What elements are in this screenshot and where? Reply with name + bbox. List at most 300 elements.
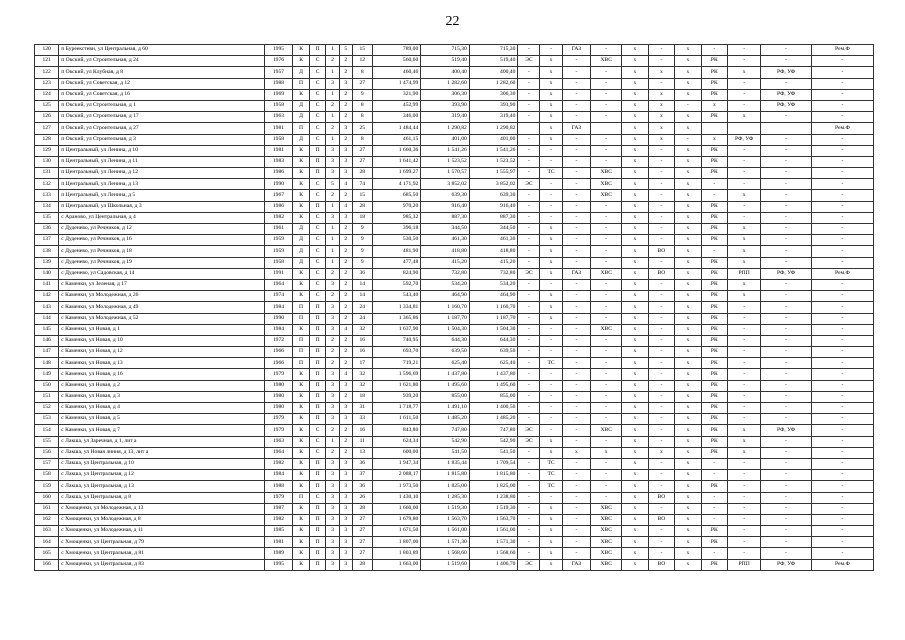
table-cell: 1 803,89 <box>372 548 421 559</box>
table-cell: х <box>648 67 674 78</box>
table-cell: 2 <box>339 235 352 246</box>
table-cell: - <box>518 548 540 559</box>
table-cell: х <box>622 302 648 313</box>
table-cell: С <box>309 134 326 145</box>
table-cell: С <box>309 67 326 78</box>
table-cell: - <box>518 112 540 123</box>
table-cell: х <box>622 235 648 246</box>
table-cell: - <box>562 503 591 514</box>
table-cell: 393,90 <box>421 100 470 111</box>
table-cell: - <box>591 67 622 78</box>
table-cell: 1984 <box>264 324 293 335</box>
row-number-cell: 154 <box>35 425 59 436</box>
table-cell: 3 <box>326 414 339 425</box>
table-cell: 1 430,10 <box>372 492 421 503</box>
table-cell: - <box>648 503 674 514</box>
table-cell: 1 825,00 <box>421 481 470 492</box>
table-cell: 542,90 <box>469 436 518 447</box>
table-row <box>35 201 874 212</box>
table-cell: - <box>562 212 591 223</box>
table-row <box>35 335 874 346</box>
address-cell: п Центральный, ул Ленина, д 5 <box>59 190 264 201</box>
row-number-cell: 126 <box>35 112 59 123</box>
table-cell: 1989 <box>264 548 293 559</box>
table-cell: 27 <box>352 145 372 156</box>
table-cell: - <box>761 112 812 123</box>
table-cell: х <box>728 190 761 201</box>
address-cell: с Каменки, ул Зеленая, д 17 <box>59 279 264 290</box>
table-cell: х <box>622 156 648 167</box>
table-cell: 3 <box>326 514 339 525</box>
table-cell: - <box>518 391 540 402</box>
table-cell: - <box>562 291 591 302</box>
table-cell: 644,30 <box>421 335 470 346</box>
table-cell: 1 290,82 <box>421 123 470 134</box>
table-cell: К <box>293 56 310 67</box>
table-cell: х <box>675 403 701 414</box>
table-cell: х <box>622 279 648 290</box>
table-cell: 1 637,90 <box>372 324 421 335</box>
table-cell: 985,32 <box>372 212 421 223</box>
table-cell: - <box>648 380 674 391</box>
table-cell: П <box>309 380 326 391</box>
table-cell: 9 <box>352 235 372 246</box>
table-cell: - <box>562 190 591 201</box>
row-number-cell: 158 <box>35 470 59 481</box>
table-cell: 74 <box>352 179 372 190</box>
table-cell: 400,40 <box>469 67 518 78</box>
table-cell: 15 <box>352 45 372 56</box>
table-cell: К <box>293 145 310 156</box>
address-cell: с Лакша, ул Центральная, д 10 <box>59 458 264 469</box>
table-cell: 560,60 <box>372 56 421 67</box>
table-cell: - <box>648 179 674 190</box>
table-cell: РФ, УФ <box>761 100 812 111</box>
table-cell: 3 <box>339 145 352 156</box>
table-cell: - <box>728 78 761 89</box>
table-cell: - <box>562 145 591 156</box>
table-cell: ГАЗ <box>562 268 591 279</box>
table-cell: 2 <box>326 56 339 67</box>
table-cell: 1972 <box>264 335 293 346</box>
table-cell: 4 <box>339 179 352 190</box>
table-cell: 1991 <box>264 268 293 279</box>
table-cell: 2 <box>326 358 339 369</box>
table-cell: К <box>293 503 310 514</box>
table-cell: 16 <box>352 335 372 346</box>
table-cell: 625,40 <box>421 358 470 369</box>
address-cell: с Каменки, ул Новая, д 16 <box>59 369 264 380</box>
address-cell: с Каменки, ул Новая, д 10 <box>59 335 264 346</box>
table-cell: 2 <box>326 335 339 346</box>
table-cell: 2 <box>339 279 352 290</box>
table-cell: - <box>518 414 540 425</box>
table-cell: - <box>591 492 622 503</box>
table-row <box>35 458 874 469</box>
row-number-cell: 156 <box>35 447 59 458</box>
table-cell: 27 <box>352 526 372 537</box>
table-cell: х <box>675 425 701 436</box>
table-cell: 1 568,60 <box>469 548 518 559</box>
table-cell: х <box>622 123 648 134</box>
table-cell: х <box>675 224 701 235</box>
table-cell: 3 <box>326 369 339 380</box>
table-cell: Д <box>293 112 310 123</box>
table-cell: х <box>622 559 648 570</box>
table-cell: - <box>728 481 761 492</box>
table-cell: - <box>518 45 540 56</box>
table-cell: 5 <box>339 45 352 56</box>
table-cell: - <box>562 358 591 369</box>
table-cell: - <box>811 100 873 111</box>
table-cell: - <box>761 291 812 302</box>
row-number-cell: 135 <box>35 212 59 223</box>
table-cell: 1 571,30 <box>421 537 470 548</box>
table-cell: - <box>562 112 591 123</box>
table-cell: - <box>518 335 540 346</box>
row-number-cell: 143 <box>35 302 59 313</box>
table-cell: - <box>761 224 812 235</box>
table-cell: х <box>622 134 648 145</box>
address-cell: с Хмощенки, ул Центральная, д 81 <box>59 548 264 559</box>
table-row <box>35 358 874 369</box>
table-cell: 1 596,69 <box>372 369 421 380</box>
table-cell: 4 <box>339 369 352 380</box>
table-cell: 2 <box>339 335 352 346</box>
table-cell: - <box>648 403 674 414</box>
table-cell: 2 <box>339 89 352 100</box>
table-cell: х <box>622 291 648 302</box>
table-cell: К <box>293 369 310 380</box>
table-cell: 1982 <box>264 212 293 223</box>
table-cell: - <box>540 492 562 503</box>
table-cell: 2 <box>326 425 339 436</box>
table-cell: - <box>648 291 674 302</box>
table-cell: РК <box>701 436 727 447</box>
table-cell: - <box>648 201 674 212</box>
table-cell: - <box>591 224 622 235</box>
table-cell: х <box>728 447 761 458</box>
table-cell: 1 437,80 <box>469 369 518 380</box>
table-cell: - <box>728 503 761 514</box>
table-cell: 3 <box>326 559 339 570</box>
table-cell: 3 <box>339 380 352 391</box>
table-cell: 639,50 <box>469 347 518 358</box>
table-cell: С <box>309 291 326 302</box>
table-cell: - <box>701 548 727 559</box>
table-cell: х <box>675 335 701 346</box>
table-cell: РК <box>701 358 727 369</box>
table-cell: П <box>309 335 326 346</box>
table-cell: РК <box>701 235 727 246</box>
table-cell: х <box>622 458 648 469</box>
table-row <box>35 257 874 268</box>
table-cell: РК <box>701 335 727 346</box>
table-cell: 2 <box>339 358 352 369</box>
table-cell: К <box>293 559 310 570</box>
table-row <box>35 526 874 537</box>
table-cell: 11 <box>352 436 372 447</box>
table-cell: - <box>648 358 674 369</box>
table-cell: х <box>675 302 701 313</box>
table-cell: 1981 <box>264 123 293 134</box>
table-cell: х <box>540 123 562 134</box>
table-cell: 1 187,70 <box>469 313 518 324</box>
table-cell: П <box>309 201 326 212</box>
table-cell: П <box>309 324 326 335</box>
table-cell: - <box>728 492 761 503</box>
table-cell: 17 <box>352 358 372 369</box>
table-cell: - <box>761 537 812 548</box>
table-row <box>35 425 874 436</box>
table-cell: - <box>761 168 812 179</box>
table-cell: - <box>518 67 540 78</box>
table-cell: 33 <box>352 414 372 425</box>
table-cell: К <box>293 391 310 402</box>
table-cell: 3 <box>339 403 352 414</box>
table-cell: - <box>540 335 562 346</box>
table-cell: - <box>728 335 761 346</box>
row-number-cell: 162 <box>35 514 59 525</box>
table-row <box>35 447 874 458</box>
table-cell: х <box>675 481 701 492</box>
table-cell: - <box>728 179 761 190</box>
table-cell: - <box>648 302 674 313</box>
row-number-cell: 160 <box>35 492 59 503</box>
table-cell: х <box>540 89 562 100</box>
table-cell: 415,20 <box>469 257 518 268</box>
table-cell: РК <box>701 279 727 290</box>
table-cell: х <box>622 380 648 391</box>
table-cell: 321,90 <box>372 89 421 100</box>
table-cell: ВО <box>648 514 674 525</box>
table-cell: П <box>309 458 326 469</box>
table-cell: ВО <box>648 492 674 503</box>
table-cell: 344,50 <box>421 224 470 235</box>
table-cell: П <box>309 503 326 514</box>
table-cell: РК <box>701 559 727 570</box>
table-cell: 1 571,30 <box>469 537 518 548</box>
address-cell: п Центральный, ул Ленина, д 12 <box>59 168 264 179</box>
table-cell: 36 <box>352 268 372 279</box>
table-cell: - <box>648 335 674 346</box>
table-cell: РК <box>701 67 727 78</box>
table-cell: 3 <box>326 324 339 335</box>
table-cell: С <box>309 235 326 246</box>
table-cell: 1979 <box>264 414 293 425</box>
table-cell: С <box>309 492 326 503</box>
table-cell: 1 <box>326 235 339 246</box>
table-cell: х <box>648 112 674 123</box>
table-cell: - <box>518 347 540 358</box>
table-cell: 1988 <box>264 481 293 492</box>
table-cell: - <box>648 56 674 67</box>
table-cell: П <box>309 391 326 402</box>
table-cell: 2 <box>339 224 352 235</box>
table-cell: - <box>562 335 591 346</box>
table-cell: К <box>293 45 310 56</box>
table-cell: х <box>540 100 562 111</box>
table-cell: - <box>518 168 540 179</box>
table-cell: х <box>622 403 648 414</box>
table-cell: х <box>728 425 761 436</box>
table-cell: Д <box>293 246 310 257</box>
table-cell: 1 400,50 <box>469 403 518 414</box>
table-cell: х <box>622 78 648 89</box>
row-number-cell: 123 <box>35 78 59 89</box>
table-cell: х <box>675 56 701 67</box>
table-cell: 27 <box>352 514 372 525</box>
table-cell: - <box>648 78 674 89</box>
table-cell: - <box>811 302 873 313</box>
table-cell: РК <box>701 212 727 223</box>
table-cell: 1986 <box>264 168 293 179</box>
table-cell: 2 <box>339 100 352 111</box>
table-cell: 1963 <box>264 436 293 447</box>
table-cell: - <box>518 291 540 302</box>
table-cell: - <box>761 145 812 156</box>
table-cell: - <box>591 45 622 56</box>
table-cell: 1 947,34 <box>372 458 421 469</box>
table-cell: - <box>761 481 812 492</box>
table-row <box>35 78 874 89</box>
table-cell: С <box>309 179 326 190</box>
table-cell: 2 <box>339 313 352 324</box>
table-row <box>35 134 874 145</box>
table-cell: х <box>675 447 701 458</box>
table-cell: х <box>648 100 674 111</box>
address-cell: с Хмощенки, ул Центральная, д 83 <box>59 559 264 570</box>
table-cell: х <box>622 548 648 559</box>
table-cell: 1990 <box>264 179 293 190</box>
table-cell: - <box>518 78 540 89</box>
table-cell: 2 <box>339 347 352 358</box>
table-cell: - <box>562 246 591 257</box>
table-cell: х <box>622 492 648 503</box>
table-cell: х <box>540 503 562 514</box>
table-cell: 306,30 <box>421 89 470 100</box>
row-number-cell: 136 <box>35 224 59 235</box>
table-cell: х <box>622 335 648 346</box>
table-cell: - <box>562 414 591 425</box>
table-cell: - <box>518 470 540 481</box>
table-cell: х <box>675 526 701 537</box>
table-cell: 3 <box>326 391 339 402</box>
table-cell: 12 <box>352 56 372 67</box>
table-cell: х <box>622 201 648 212</box>
table-cell: - <box>811 246 873 257</box>
table-cell: - <box>518 447 540 458</box>
table-cell: 8 <box>352 67 372 78</box>
table-cell: К <box>293 414 310 425</box>
table-cell: 461,30 <box>469 235 518 246</box>
table-cell: х <box>675 414 701 425</box>
table-cell: х <box>622 112 648 123</box>
row-number-cell: 155 <box>35 436 59 447</box>
table-cell: х <box>622 414 648 425</box>
table-cell: 1 <box>326 134 339 145</box>
table-cell: 1 437,80 <box>421 369 470 380</box>
table-cell: - <box>562 526 591 537</box>
table-cell: 418,80 <box>421 246 470 257</box>
address-cell: с Хмощенки, ул Молодежная, д 13 <box>59 503 264 514</box>
table-cell: - <box>811 526 873 537</box>
table-cell: - <box>648 391 674 402</box>
table-cell: х <box>675 145 701 156</box>
table-cell: РК <box>701 537 727 548</box>
table-cell: 541,50 <box>469 447 518 458</box>
table-cell: - <box>562 224 591 235</box>
table-cell: 887,30 <box>469 212 518 223</box>
table-cell: 8 <box>352 112 372 123</box>
table-cell: 3 852,02 <box>469 179 518 190</box>
table-cell: - <box>648 156 674 167</box>
table-cell: - <box>562 514 591 525</box>
table-cell: 1 282,60 <box>421 78 470 89</box>
table-cell: 1 561,00 <box>469 526 518 537</box>
table-cell: - <box>562 201 591 212</box>
table-cell: х <box>675 190 701 201</box>
table-cell: - <box>761 201 812 212</box>
table-cell: - <box>811 391 873 402</box>
table-cell: 887,30 <box>421 212 470 223</box>
table-cell: 2 <box>339 436 352 447</box>
table-cell: 1979 <box>264 425 293 436</box>
table-cell: 1 187,70 <box>421 313 470 324</box>
table-cell: П <box>309 302 326 313</box>
table-cell: 18 <box>352 212 372 223</box>
table-cell: 461,30 <box>421 235 470 246</box>
table-cell: К <box>293 458 310 469</box>
table-cell: 1 679,80 <box>372 514 421 525</box>
table-cell: - <box>518 313 540 324</box>
table-cell: х <box>675 347 701 358</box>
table-cell: П <box>293 358 310 369</box>
table-cell: - <box>648 470 674 481</box>
table-cell: 740,95 <box>372 335 421 346</box>
table-cell: 1 519,30 <box>421 503 470 514</box>
table-cell: - <box>518 212 540 223</box>
table-cell: - <box>728 56 761 67</box>
table-cell: х <box>728 279 761 290</box>
table-cell: - <box>562 179 591 190</box>
table-cell: - <box>540 156 562 167</box>
table-cell: - <box>518 458 540 469</box>
table-cell: х <box>622 481 648 492</box>
address-cell: с Дуденево, ул Садовская, д 14 <box>59 268 264 279</box>
table-cell: 1 334,81 <box>372 302 421 313</box>
table-cell: х <box>675 156 701 167</box>
table-cell: х <box>675 369 701 380</box>
row-number-cell: 125 <box>35 100 59 111</box>
table-cell: х <box>622 212 648 223</box>
table-cell: П <box>293 302 310 313</box>
table-cell: х <box>540 514 562 525</box>
row-number-cell: 157 <box>35 458 59 469</box>
table-cell: х <box>540 235 562 246</box>
table-cell: х <box>622 67 648 78</box>
table-cell: 2 <box>339 246 352 257</box>
table-cell: П <box>309 403 326 414</box>
row-number-cell: 138 <box>35 246 59 257</box>
table-cell: - <box>518 235 540 246</box>
table-cell: 3 <box>339 492 352 503</box>
table-cell: 1987 <box>264 503 293 514</box>
table-cell: С <box>309 112 326 123</box>
table-cell: - <box>591 134 622 145</box>
table-cell: 2 <box>339 268 352 279</box>
table-cell: - <box>591 458 622 469</box>
